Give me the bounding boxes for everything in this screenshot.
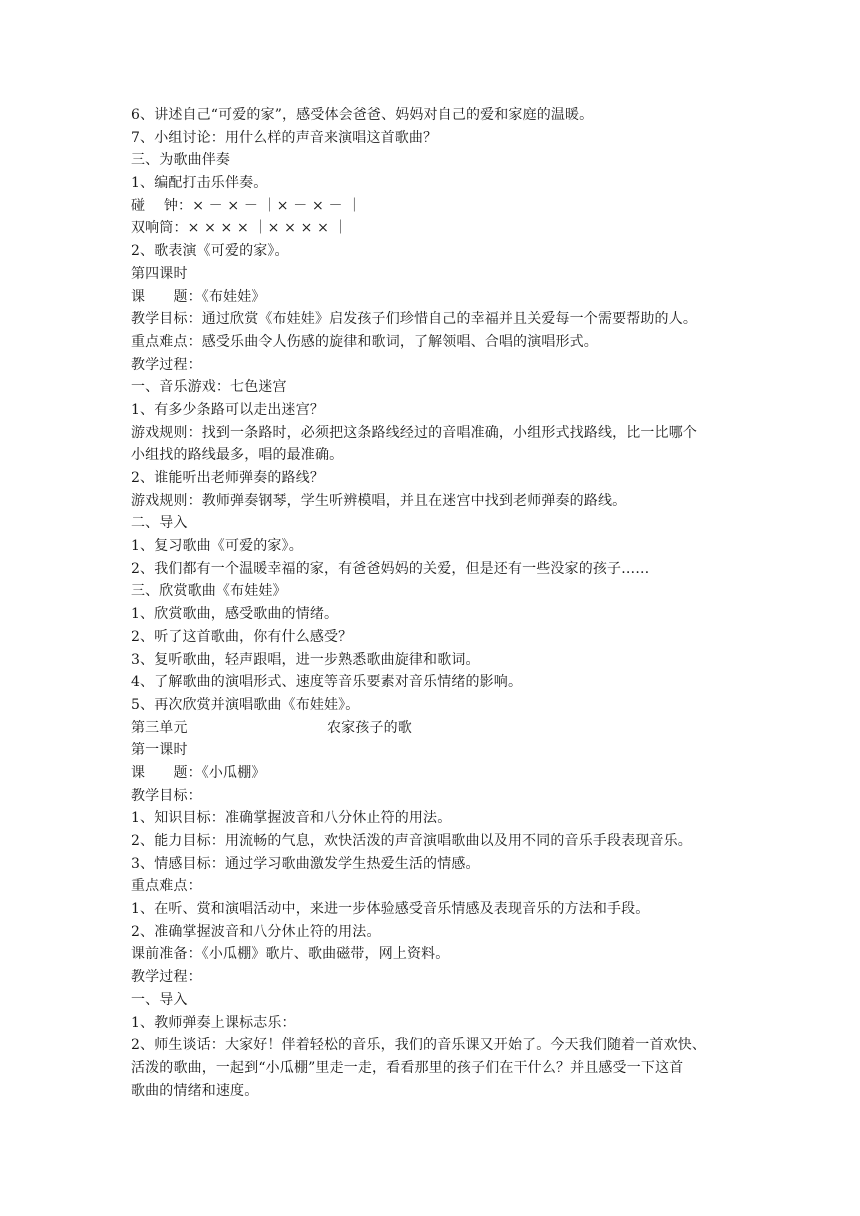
unit-title: 农家孩子的歌 [327, 719, 412, 736]
text-line: 1、教师弹奏上课标志乐： [131, 1014, 296, 1031]
section-heading: 三、欣赏歌曲《布娃娃》 [131, 583, 287, 600]
rhythm-line: 碰 钟：× － × － ｜× － × － ｜ [131, 197, 362, 214]
text-line: 活泼的歌曲，一起到“小瓜棚”里走一走，看看那里的孩子们在干什么？并且感受一下这首 [131, 1059, 684, 1076]
text-line: 2、能力目标：用流畅的气息，欢快活泼的声音演唱歌曲以及用不同的音乐手段表现音乐。 [131, 833, 692, 849]
unit-label: 第三单元 [131, 719, 188, 736]
text-line: 游戏规则：找到一条路时，必须把这条路线经过的音唱准确，小组形式找路线，比一比哪个 [131, 424, 697, 441]
text-line: 3、情感目标：通过学习歌曲激发学生热爱生活的情感。 [131, 855, 480, 872]
text-line: 4、了解歌曲的演唱形式、速度等音乐要素对音乐情绪的影响。 [131, 674, 523, 691]
text-line: 教学过程： [131, 969, 202, 986]
text-line: 2、师生谈话：大家好！伴着轻松的音乐，我们的音乐课又开始了。今天我们随着一首欢快、 [131, 1037, 707, 1054]
text-line: 1、在听、赏和演唱活动中，来进一步体验感受音乐情感及表现音乐的方法和手段。 [131, 901, 650, 918]
lesson-topic: 课 题：《布娃娃》 [131, 288, 266, 305]
text-line: 1、编配打击乐伴奏。 [131, 175, 268, 192]
lesson-heading: 第一课时 [131, 742, 188, 759]
text-line: 7、小组讨论：用什么样的声音来演唱这首歌曲？ [131, 129, 438, 146]
document-body [131, 104, 741, 1102]
text-line: 课前准备：《小瓜棚》歌片、歌曲磁带，网上资料。 [131, 946, 450, 963]
text-line: 小组找的路线最多，唱的最准确。 [131, 447, 344, 464]
unit-heading [131, 717, 741, 740]
text-line: 1、知识目标：准确掌握波音和八分休止符的用法。 [131, 810, 452, 827]
text-line: 2、准确掌握波音和八分休止符的用法。 [131, 923, 381, 940]
text-line: 游戏规则：教师弹奏钢琴，学生听辨模唱，并且在迷宫中找到老师弹奏的路线。 [131, 492, 627, 509]
section-heading: 三、为歌曲伴奏 [131, 152, 231, 169]
text-line: 重点难点：感受乐曲令人伤感的旋律和歌词，了解领唱、合唱的演唱形式。 [131, 333, 598, 350]
lesson-heading: 第四课时 [131, 265, 188, 282]
text-line: 2、我们都有一个温暖幸福的家，有爸爸妈妈的关爱，但是还有一些没家的孩子…… [131, 560, 650, 577]
lesson-topic: 课 题：《小瓜棚》 [131, 764, 266, 781]
text-line: 1、欣赏歌曲，感受歌曲的情绪。 [131, 606, 339, 623]
text-line: 教学过程： [131, 356, 202, 373]
text-line: 重点难点： [131, 878, 202, 895]
section-heading: 二、导入 [131, 515, 188, 532]
text-line: 教学目标：通过欣赏《布娃娃》启发孩子们珍惜自己的幸福并且关爱每一个需要帮助的人。 [131, 311, 697, 328]
text-line: 2、听了这首歌曲，你有什么感受？ [131, 628, 353, 645]
text-line: 2、谁能听出老师弹奏的路线？ [131, 470, 325, 486]
text-line: 5、再次欣赏并演唱歌曲《布娃娃》。 [131, 696, 360, 713]
section-heading: 一、音乐游戏：七色迷宫 [131, 379, 287, 396]
text-line: 歌曲的情绪和速度。 [131, 1082, 259, 1099]
rhythm-line: 双响筒：× × × × ｜× × × × ｜ [131, 220, 348, 237]
text-line: 1、有多少条路可以走出迷宫？ [131, 401, 325, 418]
text-line: 3、复听歌曲，轻声跟唱，进一步熟悉歌曲旋律和歌词。 [131, 651, 480, 668]
text-line: 1、复习歌曲《可爱的家》。 [131, 538, 303, 555]
section-heading: 一、导入 [131, 991, 188, 1008]
text-line: 6、讲述自己“可爱的家”，感受体会爸爸、妈妈对自己的爱和家庭的温暖。 [131, 107, 594, 123]
text-line: 2、歌表演《可爱的家》。 [131, 243, 289, 260]
text-line: 教学目标： [131, 787, 202, 804]
